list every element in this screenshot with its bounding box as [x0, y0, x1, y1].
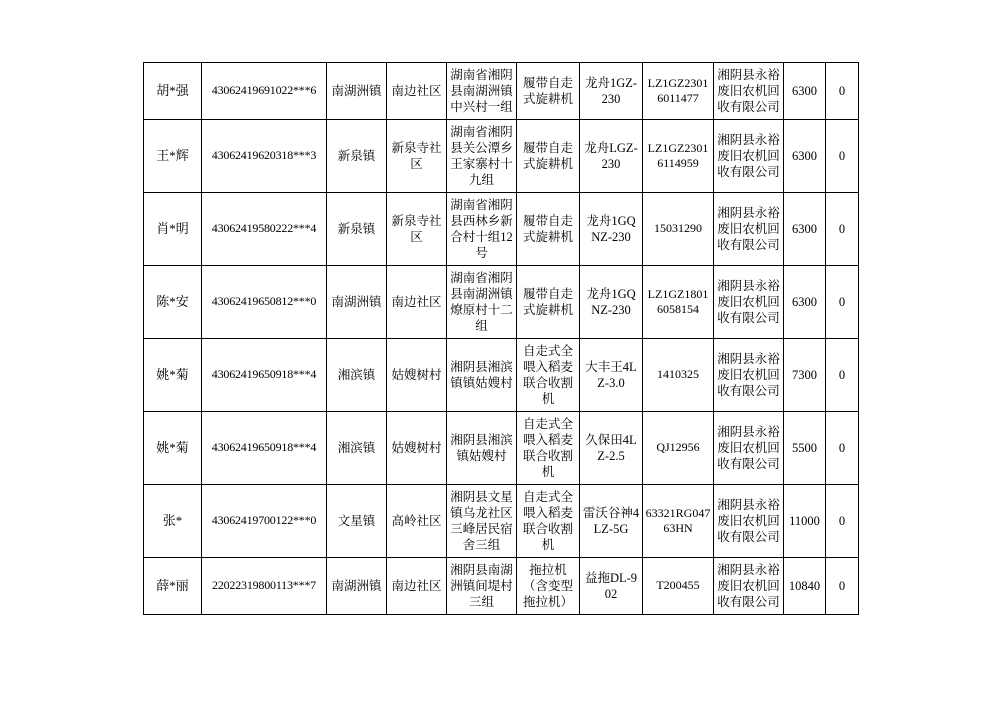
- cell-model: 龙舟LGZ-230: [580, 120, 643, 193]
- cell-serial: QJ12956: [643, 412, 714, 485]
- cell-name: 胡*强: [144, 63, 202, 120]
- table-row: [144, 412, 859, 485]
- cell-machine-type: 自走式全喂入稻麦联合收割机: [517, 412, 580, 485]
- table-row: [144, 120, 859, 193]
- cell-machine-type: 自走式全喂入稻麦联合收割机: [517, 339, 580, 412]
- cell-serial: LZ1GZ23016114959: [643, 120, 714, 193]
- cell-machine-type: 自走式全喂入稻麦联合收割机: [517, 485, 580, 558]
- cell-other: 0: [826, 485, 859, 558]
- cell-model: 龙舟1GQNZ-230: [580, 193, 643, 266]
- cell-town: 湘滨镇: [327, 412, 387, 485]
- cell-other: 0: [826, 193, 859, 266]
- cell-name: 张*: [144, 485, 202, 558]
- cell-other: 0: [826, 412, 859, 485]
- cell-amount: 6300: [784, 266, 826, 339]
- cell-id: 43062419580222***4: [202, 193, 327, 266]
- cell-address: 湘阴县南湖洲镇间堤村三组: [447, 558, 517, 615]
- cell-id: 43062419650918***4: [202, 412, 327, 485]
- cell-town: 南湖洲镇: [327, 558, 387, 615]
- cell-company: 湘阴县永裕废旧农机回收有限公司: [714, 266, 784, 339]
- cell-machine-type: 履带自走式旋耕机: [517, 63, 580, 120]
- cell-town: 新泉镇: [327, 120, 387, 193]
- cell-village: 姑嫂树村: [387, 339, 447, 412]
- cell-town: 文星镇: [327, 485, 387, 558]
- cell-name: 姚*菊: [144, 339, 202, 412]
- cell-village: 姑嫂树村: [387, 412, 447, 485]
- cell-town: 南湖洲镇: [327, 266, 387, 339]
- cell-amount: 7300: [784, 339, 826, 412]
- cell-model: 雷沃谷神4LZ-5G: [580, 485, 643, 558]
- cell-other: 0: [826, 266, 859, 339]
- table-row: [144, 266, 859, 339]
- cell-amount: 6300: [784, 120, 826, 193]
- cell-village: 南边社区: [387, 266, 447, 339]
- cell-model: 龙舟1GQNZ-230: [580, 266, 643, 339]
- cell-id: 43062419620318***3: [202, 120, 327, 193]
- cell-model: 龙舟1GZ-230: [580, 63, 643, 120]
- table-row: [144, 485, 859, 558]
- cell-address: 湘阴县文星镇乌龙社区三峰居民宿舍三组: [447, 485, 517, 558]
- cell-amount: 10840: [784, 558, 826, 615]
- cell-machine-type: 履带自走式旋耕机: [517, 193, 580, 266]
- cell-machine-type: 履带自走式旋耕机: [517, 120, 580, 193]
- cell-other: 0: [826, 120, 859, 193]
- cell-name: 姚*菊: [144, 412, 202, 485]
- cell-id: 43062419650918***4: [202, 339, 327, 412]
- cell-address: 湖南省湘阴县南湖洲镇燎原村十二组: [447, 266, 517, 339]
- cell-other: 0: [826, 558, 859, 615]
- cell-amount: 6300: [784, 63, 826, 120]
- cell-id: 43062419650812***0: [202, 266, 327, 339]
- cell-model: 益拖DL-902: [580, 558, 643, 615]
- cell-village: 新泉寺社区: [387, 120, 447, 193]
- cell-model: 大丰王4LZ-3.0: [580, 339, 643, 412]
- cell-town: 湘滨镇: [327, 339, 387, 412]
- cell-company: 湘阴县永裕废旧农机回收有限公司: [714, 485, 784, 558]
- table-row: [144, 193, 859, 266]
- cell-address: 湘阴县湘滨镇镇姑嫂村: [447, 339, 517, 412]
- cell-amount: 11000: [784, 485, 826, 558]
- cell-address: 湖南省湘阴县西林乡新合村十组12号: [447, 193, 517, 266]
- cell-company: 湘阴县永裕废旧农机回收有限公司: [714, 120, 784, 193]
- cell-town: 南湖洲镇: [327, 63, 387, 120]
- cell-amount: 6300: [784, 193, 826, 266]
- cell-serial: LZ1GZ23016011477: [643, 63, 714, 120]
- cell-name: 王*辉: [144, 120, 202, 193]
- cell-model: 久保田4LZ-2.5: [580, 412, 643, 485]
- cell-amount: 5500: [784, 412, 826, 485]
- cell-address: 湖南省湘阴县关公潭乡王家寨村十九组: [447, 120, 517, 193]
- cell-address: 湘阴县湘滨镇姑嫂村: [447, 412, 517, 485]
- cell-id: 43062419700122***0: [202, 485, 327, 558]
- cell-machine-type: 履带自走式旋耕机: [517, 266, 580, 339]
- cell-serial: 1410325: [643, 339, 714, 412]
- cell-name: 肖*明: [144, 193, 202, 266]
- subsidy-table: [143, 62, 859, 615]
- cell-company: 湘阴县永裕废旧农机回收有限公司: [714, 339, 784, 412]
- cell-village: 高岭社区: [387, 485, 447, 558]
- cell-other: 0: [826, 339, 859, 412]
- cell-machine-type: 拖拉机（含变型拖拉机）: [517, 558, 580, 615]
- cell-company: 湘阴县永裕废旧农机回收有限公司: [714, 558, 784, 615]
- table-row: [144, 339, 859, 412]
- table-container: [143, 62, 858, 615]
- cell-name: 薛*丽: [144, 558, 202, 615]
- cell-village: 南边社区: [387, 558, 447, 615]
- table-row: [144, 558, 859, 615]
- table-row: [144, 63, 859, 120]
- cell-serial: 15031290: [643, 193, 714, 266]
- cell-serial: LZ1GZ18016058154: [643, 266, 714, 339]
- cell-company: 湘阴县永裕废旧农机回收有限公司: [714, 412, 784, 485]
- cell-name: 陈*安: [144, 266, 202, 339]
- cell-other: 0: [826, 63, 859, 120]
- cell-company: 湘阴县永裕废旧农机回收有限公司: [714, 63, 784, 120]
- cell-town: 新泉镇: [327, 193, 387, 266]
- cell-serial: 63321RG04763HN: [643, 485, 714, 558]
- cell-address: 湖南省湘阴县南湖洲镇中兴村一组: [447, 63, 517, 120]
- cell-serial: T200455: [643, 558, 714, 615]
- cell-id: 22022319800113***7: [202, 558, 327, 615]
- cell-village: 新泉寺社区: [387, 193, 447, 266]
- cell-id: 43062419691022***6: [202, 63, 327, 120]
- cell-village: 南边社区: [387, 63, 447, 120]
- cell-company: 湘阴县永裕废旧农机回收有限公司: [714, 193, 784, 266]
